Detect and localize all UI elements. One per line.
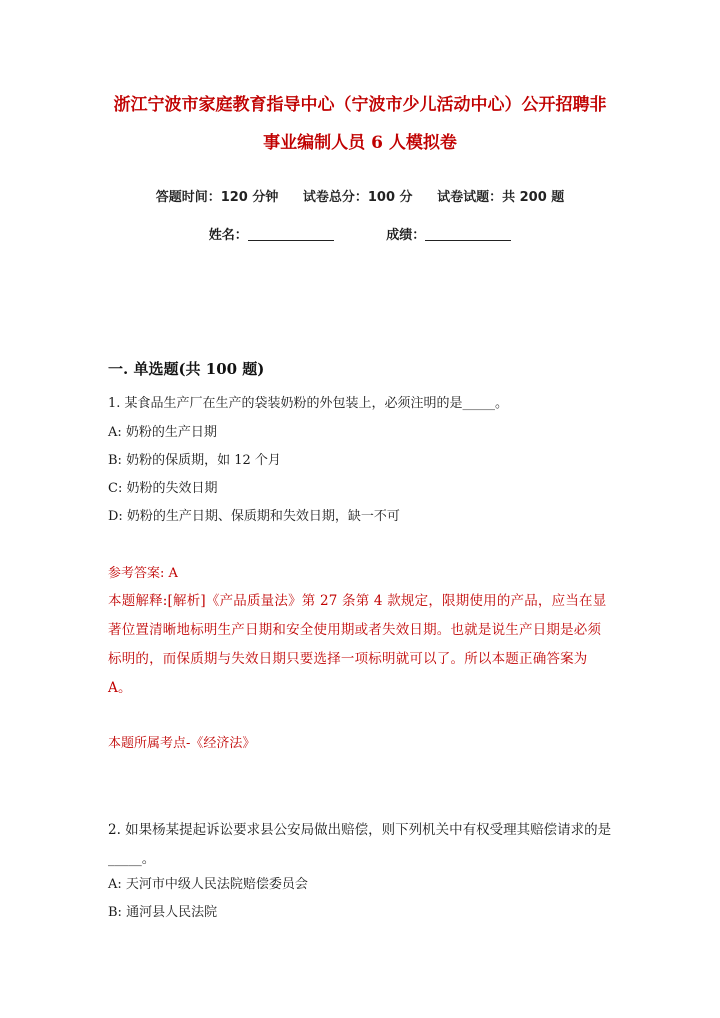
question-2-option-a: A: 天河市中级人民法院赔偿委员会 [108, 877, 308, 892]
question-2-stem: 2. 如果杨某提起诉讼要求县公安局做出赔偿，则下列机关中有权受理其赔偿请求的是_____。 [108, 822, 612, 867]
question-1-option-d: D: 奶粉的生产日期、保质期和失效日期，缺一不可 [108, 509, 400, 524]
candidate-fields [0, 226, 720, 246]
score-field [386, 226, 511, 246]
exam-total-score: 试卷总分：100 分 [302, 190, 413, 205]
score-label: 成绩： [386, 228, 426, 243]
exam-title-line-1: 浙江宁波市家庭教育指导中心（宁波市少儿活动中心）公开招聘非 [113, 95, 607, 115]
exam-total-questions: 试卷试题：共 200 题 [437, 190, 565, 205]
section-heading: 一. 单选题(共 100 题) [108, 360, 265, 378]
name-blank-line[interactable] [248, 226, 334, 241]
exam-time: 答题时间：120 分钟 [155, 190, 279, 205]
score-blank-line[interactable] [425, 226, 511, 241]
question-1-stem: 1. 某食品生产厂在生产的袋装奶粉的外包装上，必须注明的是_____。 [108, 396, 509, 411]
exam-title-line-2: 事业编制人员 6 人模拟卷 [263, 133, 457, 153]
question-1-option-c: C: 奶粉的失效日期 [108, 481, 218, 496]
question-1-explanation: 本题解释:[解析]《产品质量法》第 27 条第 4 款规定，限期使用的产品，应当在显著位置清晰地标明生产日期和安全使用期或者失效日期。也就是说生产日期是必须标明的，而保质期与失效日期只要选择一项标明就可以了。所以本题正确答案为 A。 [108, 593, 607, 696]
question-1-option-a: A: 奶粉的生产日期 [108, 425, 217, 440]
question-1-answer: 参考答案: A [108, 566, 178, 581]
name-label: 姓名： [208, 228, 248, 243]
exam-meta [0, 188, 720, 208]
question-2-option-b: B: 通河县人民法院 [108, 905, 218, 920]
question-1-option-b: B: 奶粉的保质期，如 12 个月 [108, 453, 281, 468]
question-1-topic: 本题所属考点-《经济法》 [108, 736, 256, 751]
name-field [209, 226, 334, 246]
